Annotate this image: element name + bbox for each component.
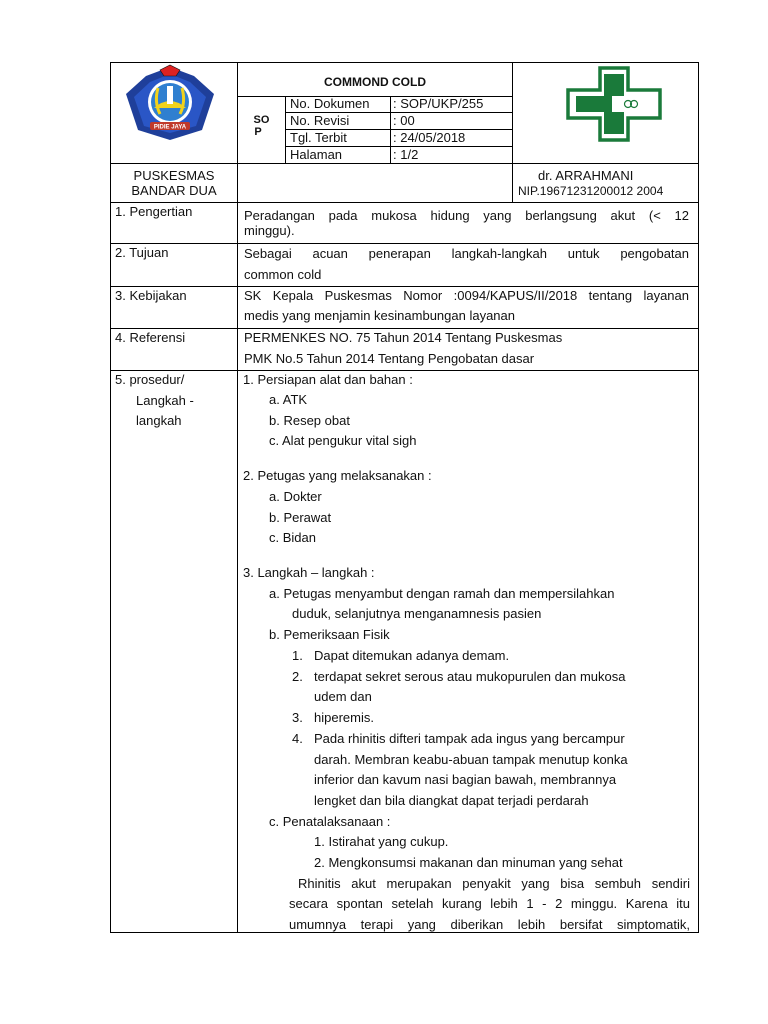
list-number: 2. — [292, 669, 303, 684]
signer-name: dr. ARRAHMANI — [538, 168, 634, 183]
meta-label: No. Dokumen — [290, 96, 370, 111]
signer-nip: NIP.19671231200012 2004 — [518, 184, 664, 198]
row-label: 2. Tujuan — [115, 245, 169, 260]
list-item: b. Resep obat — [269, 413, 350, 428]
row-text: common cold — [244, 267, 322, 282]
list-item: c. Alat pengukur vital sigh — [269, 433, 417, 448]
logo-text: PIDIE JAYA — [153, 124, 187, 131]
row-label: 3. Kebijakan — [115, 288, 187, 303]
list-number: 4. — [292, 731, 303, 746]
procedure-label: 5. prosedur/ — [115, 372, 185, 387]
row-text: Peradangan pada mukosa hidung yang berlangsung akut (< 12 — [244, 208, 689, 223]
meta-label: No. Revisi — [290, 113, 350, 128]
meta-value: : SOP/UKP/255 — [393, 96, 484, 111]
procedure-label: langkah — [136, 413, 182, 428]
section-heading: 2. Petugas yang melaksanakan : — [243, 468, 432, 483]
sop-label-2: P — [254, 126, 262, 138]
meta-value: : 00 — [393, 113, 415, 128]
closing-paragraph: umumnya terapi yang diberikan lebih bersifat simptomatik, — [289, 917, 690, 932]
row-label: 1. Pengertian — [115, 204, 193, 219]
closing-paragraph: secara spontan setelah kurang lebih 1 - 2 minggu. Karena itu — [289, 896, 690, 911]
closing-paragraph: Rhinitis akut merupakan penyakit yang bisa sembuh sendiri — [298, 876, 690, 891]
list-item: Pada rhinitis difteri tampak ada ingus yang bercampur — [314, 731, 625, 746]
row-text: SK Kepala Puskesmas Nomor :0094/KAPUS/II/2018 tentang layanan — [244, 288, 689, 303]
list-item: a. ATK — [269, 392, 308, 407]
row-text: PERMENKES NO. 75 Tahun 2014 Tentang Puskesmas — [244, 330, 563, 345]
section-heading: 1. Persiapan alat dan bahan : — [243, 372, 413, 387]
list-item: lengket dan bila diangkat dapat terjadi perdarah — [314, 793, 589, 808]
meta-label: Halaman — [290, 147, 343, 162]
list-item: 1. Istirahat yang cukup. — [314, 834, 449, 849]
list-item: c. Penatalaksanaan : — [269, 814, 391, 829]
procedure-label: Langkah - — [136, 393, 194, 408]
row-text: Sebagai acuan penerapan langkah-langkah untuk pengobatan — [244, 246, 689, 261]
list-item: duduk, selanjutnya menganamnesis pasien — [292, 606, 542, 621]
list-item: hiperemis. — [314, 710, 374, 725]
org-name-2: BANDAR DUA — [131, 183, 217, 198]
list-item: a. Petugas menyambut dengan ramah dan mempersilahkan — [269, 586, 615, 601]
list-item: darah. Membran keabu-abuan tampak menutup konka — [314, 752, 628, 767]
meta-value: : 1/2 — [393, 147, 419, 162]
list-item: inferior dan kavum nasi bagian bawah, membrannya — [314, 772, 617, 787]
document-title: COMMOND COLD — [324, 75, 426, 89]
list-number: 1. — [292, 648, 303, 663]
sop-label: SO — [253, 114, 270, 126]
list-number: 3. — [292, 710, 303, 725]
section-heading: 3. Langkah – langkah : — [243, 565, 375, 580]
row-text: PMK No.5 Tahun 2014 Tentang Pengobatan dasar — [244, 351, 535, 366]
list-item: udem dan — [314, 689, 372, 704]
pidie-jaya-logo — [120, 64, 220, 144]
list-item: c. Bidan — [269, 530, 316, 545]
list-item: a. Dokter — [269, 489, 322, 504]
list-item: b. Pemeriksaan Fisik — [269, 627, 390, 642]
list-item: b. Perawat — [269, 510, 332, 525]
list-item: terdapat sekret serous atau mukopurulen dan mukosa — [314, 669, 626, 684]
row-label: 4. Referensi — [115, 330, 186, 345]
row-text: medis yang menjamin kesinambungan layanan — [244, 308, 515, 323]
meta-label: Tgl. Terbit — [290, 130, 347, 145]
row-text: minggu). — [244, 223, 295, 238]
list-item: 2. Mengkonsumsi makanan dan minuman yang sehat — [314, 855, 623, 870]
puskesmas-logo — [566, 66, 662, 142]
org-name: PUSKESMAS — [133, 168, 215, 183]
meta-value: : 24/05/2018 — [393, 130, 466, 145]
list-item: Dapat ditemukan adanya demam. — [314, 648, 510, 663]
